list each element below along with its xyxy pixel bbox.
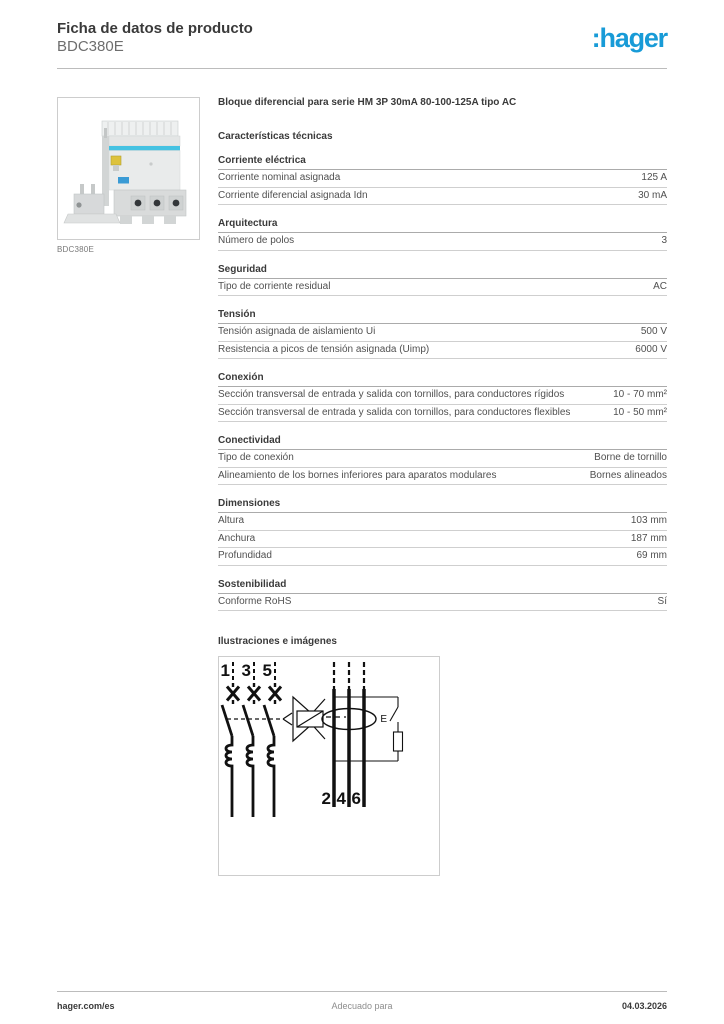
section-conexion — [218, 372, 667, 422]
earth-label: E — [380, 714, 387, 726]
spec-row — [218, 279, 667, 297]
product-title: Bloque diferencial para serie HM 3P 30mA 80-100-125A tipo AC — [218, 96, 517, 108]
spec-label: Conforme RoHS — [218, 595, 292, 607]
footer-website-link[interactable]: hager.com/es — [57, 1001, 115, 1011]
section-heading: Conectividad — [218, 435, 667, 450]
spec-value: AC — [653, 280, 667, 292]
wiring-diagram — [218, 656, 440, 876]
section-heading: Sostenibilidad — [218, 579, 667, 594]
section-conectividad — [218, 435, 667, 485]
spec-label: Tipo de corriente residual — [218, 280, 331, 292]
pole-label-1: 1 — [220, 661, 230, 681]
spec-row — [218, 594, 667, 612]
spec-value: 187 mm — [630, 532, 667, 544]
page-title: Ficha de datos de producto — [57, 20, 253, 37]
pole-label-6: 6 — [351, 789, 361, 809]
spec-value: Sí — [657, 595, 667, 607]
spec-label: Resistencia a picos de tensión asignada (Uimp) — [218, 343, 430, 355]
spec-row — [218, 324, 667, 342]
spec-label: Altura — [218, 515, 245, 527]
section-heading: Corriente eléctrica — [218, 155, 667, 170]
spec-value: 69 mm — [636, 550, 667, 562]
cyan-stripe — [109, 146, 180, 151]
wiring-diagram-drawing — [219, 657, 437, 873]
hager-logo: :hager — [591, 23, 667, 53]
spec-value: Bornes alineados — [589, 469, 667, 481]
spec-label: Tipo de conexión — [218, 452, 294, 464]
spec-value: 500 V — [640, 326, 667, 338]
spec-label: Corriente diferencial asignada Idn — [218, 189, 368, 201]
spec-row — [218, 405, 667, 423]
product-image-caption: BDC380E — [57, 244, 94, 254]
spec-label: Sección transversal de entrada y salida con tornillos, para conductores flexibles — [218, 406, 571, 418]
product-image-column — [57, 97, 202, 877]
spec-value: 3 — [661, 235, 667, 247]
spec-row — [218, 531, 667, 549]
content-area — [0, 69, 724, 877]
header-text — [57, 20, 253, 57]
footer-suitable-for-label: Adecuado para — [331, 1001, 393, 1011]
spec-label: Tensión asignada de aislamiento Ui — [218, 326, 376, 338]
product-photo-drawing — [58, 98, 199, 239]
footer-row — [57, 992, 667, 1011]
spec-label: Número de polos — [218, 235, 295, 247]
spec-label: Corriente nominal asignada — [218, 172, 341, 184]
spec-value: 6000 V — [635, 343, 667, 355]
pole-label-4: 4 — [336, 789, 346, 809]
pole-label-5: 5 — [262, 661, 272, 681]
section-seguridad — [218, 264, 667, 297]
section-heading: Conexión — [218, 372, 667, 387]
spec-row — [218, 468, 667, 486]
product-reference: BDC380E — [57, 38, 124, 56]
spec-column — [218, 97, 667, 877]
spec-label: Anchura — [218, 532, 256, 544]
section-heading: Dimensiones — [218, 498, 667, 513]
spec-row — [218, 342, 667, 360]
spec-label: Alineamiento de los bornes inferiores para aparatos modulares — [218, 469, 497, 481]
section-sostenibilidad — [218, 579, 667, 612]
spec-row — [218, 233, 667, 251]
illustrations-heading: Ilustraciones e imágenes — [218, 636, 337, 648]
spec-row — [218, 170, 667, 188]
blue-tab — [118, 177, 129, 184]
spec-row — [218, 188, 667, 206]
page-footer — [57, 991, 667, 1011]
spec-value: 30 mA — [638, 189, 667, 201]
yellow-lever — [111, 156, 121, 165]
section-dimensiones — [218, 498, 667, 566]
spec-value: 103 mm — [630, 515, 667, 527]
section-arquitectura — [218, 218, 667, 251]
terminals — [131, 196, 183, 210]
product-image — [57, 97, 200, 240]
section-heading: Tensión — [218, 309, 667, 324]
spec-value: 10 - 70 mm² — [613, 389, 667, 401]
spec-row — [218, 387, 667, 405]
spec-row — [218, 548, 667, 566]
spec-label: Profundidad — [218, 550, 272, 562]
pole-label-3: 3 — [241, 661, 251, 681]
spec-row — [218, 450, 667, 468]
section-tension — [218, 309, 667, 359]
pole-label-2: 2 — [321, 789, 331, 809]
spec-row — [218, 513, 667, 531]
spec-value: 10 - 50 mm² — [613, 406, 667, 418]
footer-date: 04.03.2026 — [621, 1001, 667, 1011]
tech-characteristics-heading: Características técnicas — [218, 131, 333, 143]
spec-value: Borne de tornillo — [594, 452, 667, 464]
section-heading: Seguridad — [218, 264, 667, 279]
spec-value: 125 A — [641, 172, 667, 184]
page-header — [0, 0, 724, 57]
section-heading: Arquitectura — [218, 218, 667, 233]
spec-label: Sección transversal de entrada y salida con tornillos, para conductores rígidos — [218, 389, 565, 401]
section-corriente-electrica — [218, 155, 667, 205]
